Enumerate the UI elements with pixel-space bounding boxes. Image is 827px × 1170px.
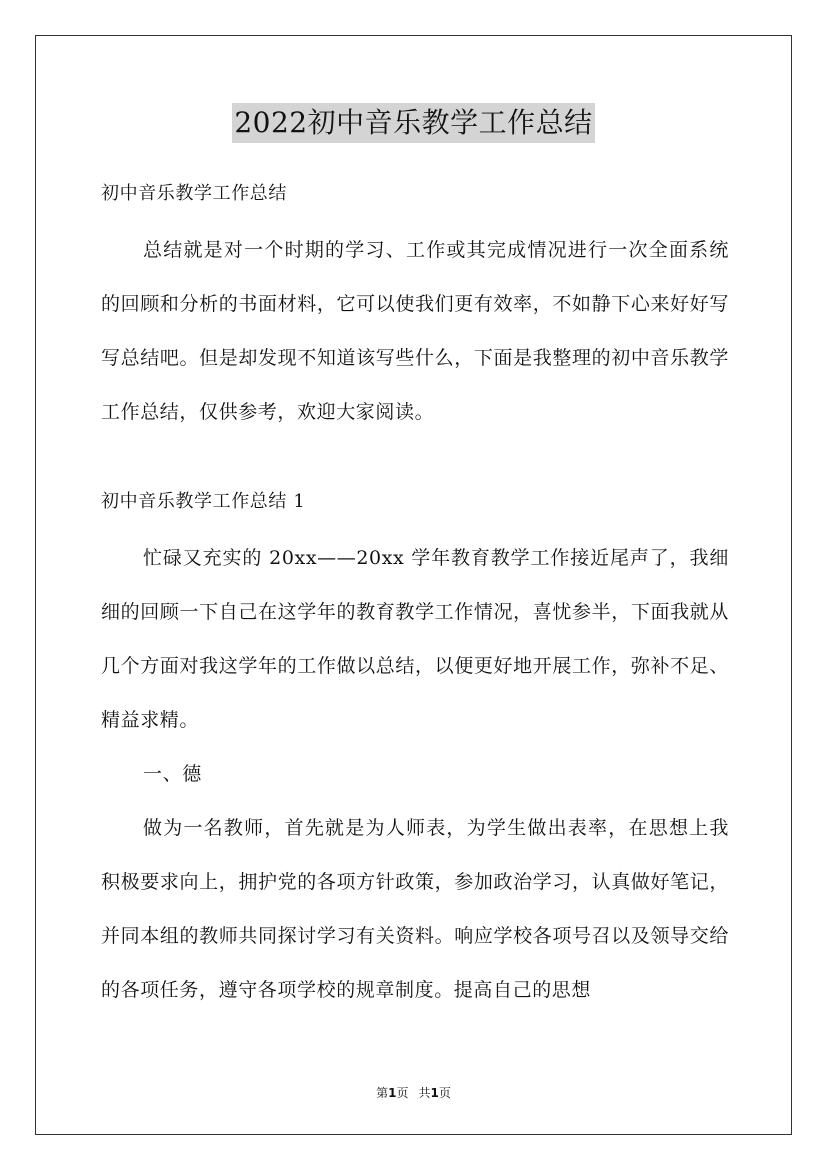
page-total-number: 1 [430,1086,439,1100]
document-body [101,173,729,1017]
spacer [101,439,729,481]
total-label-prefix: 共 [418,1086,431,1100]
page-label-prefix: 第 [376,1086,389,1100]
paragraph: 忙碌又充实的 20xx——20xx 学年教育教学工作接近尾声了，我细细的回顾一下自己在这学年的教育教学工作情况，喜忧参半，下面我就从几个方面对我这学年的工作做以总结，以便更好地开展工作，弥补不足、精益求精。 [101,547,729,731]
page-label-suffix: 页 [396,1086,409,1100]
title-container [0,103,827,143]
section-heading: 初中音乐教学工作总结 1 [101,491,306,512]
subsection-heading: 一、德 [143,763,202,785]
page-current-number: 1 [388,1086,397,1100]
total-label-suffix: 页 [438,1086,451,1100]
paragraph: 做为一名教师，首先就是为人师表，为学生做出表率，在思想上我积极要求向上，拥护党的各项方针政策，参加政治学习，认真做好笔记，并同本组的教师共同探讨学习有关资料。响应学校各项号召以及领导交给的各项任务，遵守各项学校的规章制度。提高自己的思想 [101,817,729,1001]
section-heading: 初中音乐教学工作总结 [101,183,287,204]
paragraph: 总结就是对一个时期的学习、工作或其完成情况进行一次全面系统的回顾和分析的书面材料，它可以使我们更有效率，不如静下心来好好写写总结吧。但是却发现不知道该写些什么，下面是我整理的初中音乐教学工作总结，仅供参考，欢迎大家阅读。 [101,239,729,423]
document-title: 2022初中音乐教学工作总结 [232,103,594,143]
page-footer [0,1085,827,1101]
